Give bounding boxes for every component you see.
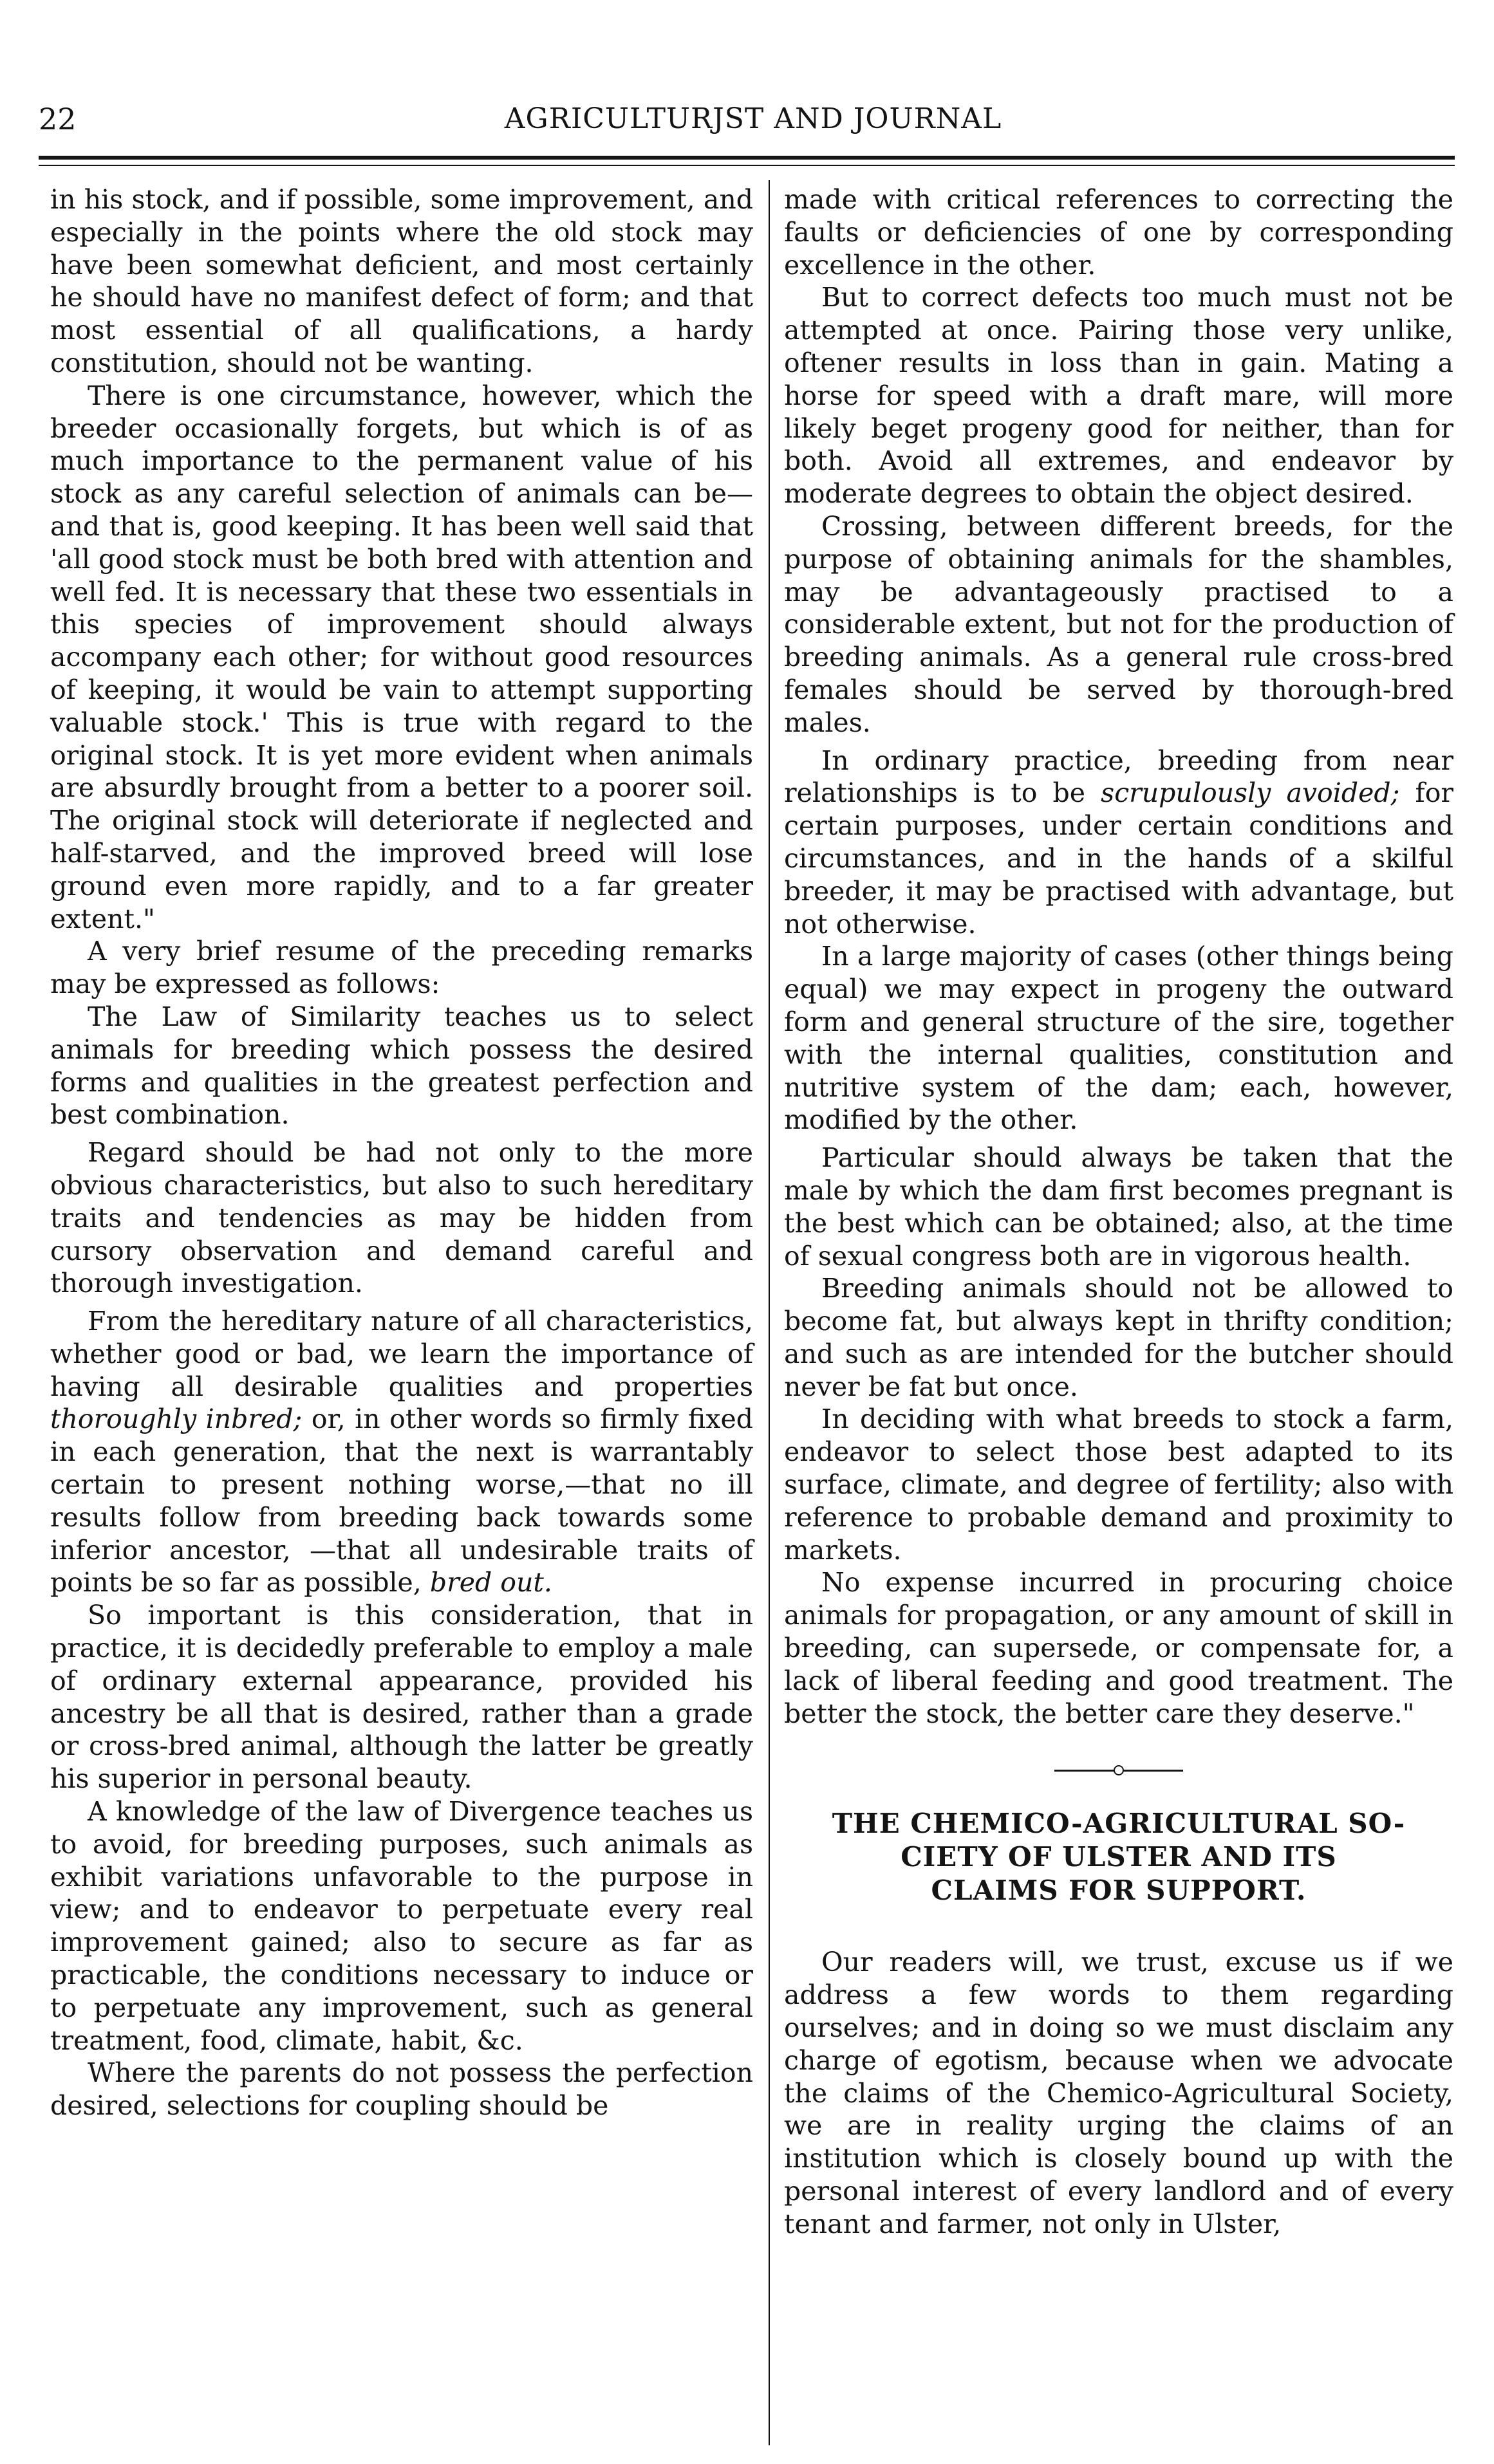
paragraph: So important is this consideration, that in practice, it is decidedly preferable to employ a male of ordinary external appearance, provided his ancestry be all that is desired, rather than a grade or cross-bred animal, although the latter be greatly his superior in personal beauty. [50,1600,753,1795]
paragraph: The Law of Similarity teaches us to select animals for breeding which possess the desired forms and qualities in the greatest perfection and best combination. [50,1001,753,1131]
article-heading-line: CLAIMS FOR SUPPORT. [931,1875,1307,1907]
paragraph: No expense incurred in procuring choice animals for propagation, or any amount of skill in breeding, can supersede, or compensate for, a lack of liberal feeding and good treatment. The better the stock, the better care they deserve." [784,1567,1453,1729]
paragraph: But to correct defects too much must not be attempted at once. Pairing those very unlike, oftener results in loss than in gain. Mating a horse for speed with a draft mare, will more likely beget progeny good for neither, than for both. Avoid all extremes, and endeavor by moderate degrees to obtain the object desired. [784,282,1453,510]
paragraph: Regard should be had not only to the more obvious characteristics, but also to such hereditary traits and tendencies as may be hidden from cursory observation and demand careful and thorough investigation. [50,1137,753,1299]
paragraph: Crossing, between different breeds, for the purpose of obtaining animals for the shambles, may be advantageously practised to a considerable extent, but not for the production of breeding animals. As a general rule cross-bred females should be served by thorough-bred males. [784,510,1453,738]
header-rule-thick [39,156,1455,160]
paragraph-text: In ordinary practice, breeding from near relationships is to be [784,745,1453,809]
paragraph: Where the parents do not possess the perfection desired, selections for coupling should be [50,2057,753,2122]
paragraph: made with critical references to correcting the faults or deficiencies of one by corresponding excellence in the other. [784,184,1453,281]
running-title: AGRICULTURJST AND JOURNAL [504,102,1002,135]
article-heading [784,1807,1453,1907]
right-column [784,183,1453,2241]
paragraph: In a large majority of cases (other things being equal) we may expect in progeny the outward form and general structure of the sire, together with the internal qualities, constitution and nutritive system of the dam; each, however, modified by the other. [784,941,1453,1136]
section-separator [784,1730,1453,1807]
paragraph: A very brief resume of the preceding remarks may be expressed as follows: [50,936,753,1000]
article-heading-line: THE CHEMICO-AGRICULTURAL SO- [832,1808,1406,1840]
article-heading-line: CIETY OF ULSTER AND ITS [901,1841,1337,1873]
paragraph: Breeding animals should not be allowed to become fat, but always kept in thrifty condition; and such as are intended for the butcher should never be fat but once. [784,1273,1453,1402]
paragraph: Particular should always be taken that the male by which the dam first becomes pregnant is the best which can be obtained; also, at the time of sexual congress both are in vigorous health. [784,1142,1453,1272]
emphasis-text: scrupulously avoided; [1101,777,1400,809]
emphasis-text: bred out. [429,1567,552,1598]
paragraph: A knowledge of the law of Divergence teaches us to avoid, for breeding purposes, such animals as exhibit variations unfavorable to the purpose in view; and to endeavor to perpetuate every real improvement gained; also to secure as far as practicable, the conditions necessary to induce or to perpetuate any improvement, such as general treatment, food, climate, habit, &c. [50,1796,753,2056]
page-header [39,93,1468,151]
paragraph-text: for certain purposes, under certain conditions and circumstances, and in the hands of a skilful breeder, it may be practised with advantage, but not otherwise. [784,777,1453,940]
paragraph: There is one circumstance, however, which the breeder occasionally forgets, but which is of as much importance to the permanent value of his stock as any careful selection of animals can be—and that is, good keeping. It has been well said that 'all good stock must be both bred with attention and well fed. It is necessary that these two essentials in this species of improvement should always accompany each other; for without good resources of keeping, it would be vain to attempt supporting valuable stock.' This is true with regard to the original stock. It is yet more evident when animals are absurdly brought from a better to a poorer soil. The original stock will deteriorate if neglected and half-starved, and the improved breed will lose ground even more rapidly, and to a far greater extent." [50,380,753,934]
paragraph: In deciding with what breeds to stock a farm, endeavor to select those best adapted to its surface, climate, and degree of fertility; also with reference to probable demand and proximity to markets. [784,1403,1453,1566]
paragraph-text: or, in other words so firmly fixed in each generation, that the next is warrantably certain to present nothing worse,—that no ill results follow from breeding back towards some inferior ancestor, —that all undesirable traits of points be so far as possible, [50,1403,753,1598]
left-column [50,183,753,2122]
page-number: 22 [39,102,77,136]
emphasis-text: thoroughly inbred; [50,1403,303,1435]
paragraph: Our readers will, we trust, excuse us if we address a few words to them regarding ourselves; and in doing so we must disclaim any charge of egotism, because when we advocate the claims of the Chemico-Agricultural Society, we are in reality urging the claims of an institution which is closely bound up with the personal interest of every landlord and of every tenant and farmer, not only in Ulster, [784,1947,1453,2239]
separator-ornament [1114,1765,1124,1775]
paragraph [50,1305,753,1599]
paragraph: in his stock, and if possible, some improvement, and especially in the points where the old stock may have been somewhat deficient, and most certainly he should have no manifest defect of form; and that most essential of all qualifications, a hardy constitution, should not be wanting. [50,184,753,378]
paragraph [784,745,1453,941]
column-divider [769,180,770,2445]
paragraph-text: From the hereditary nature of all characteristics, whether good or bad, we learn the importance of having all desirable qualities and properties [50,1306,753,1402]
header-rule-thin [39,165,1455,166]
